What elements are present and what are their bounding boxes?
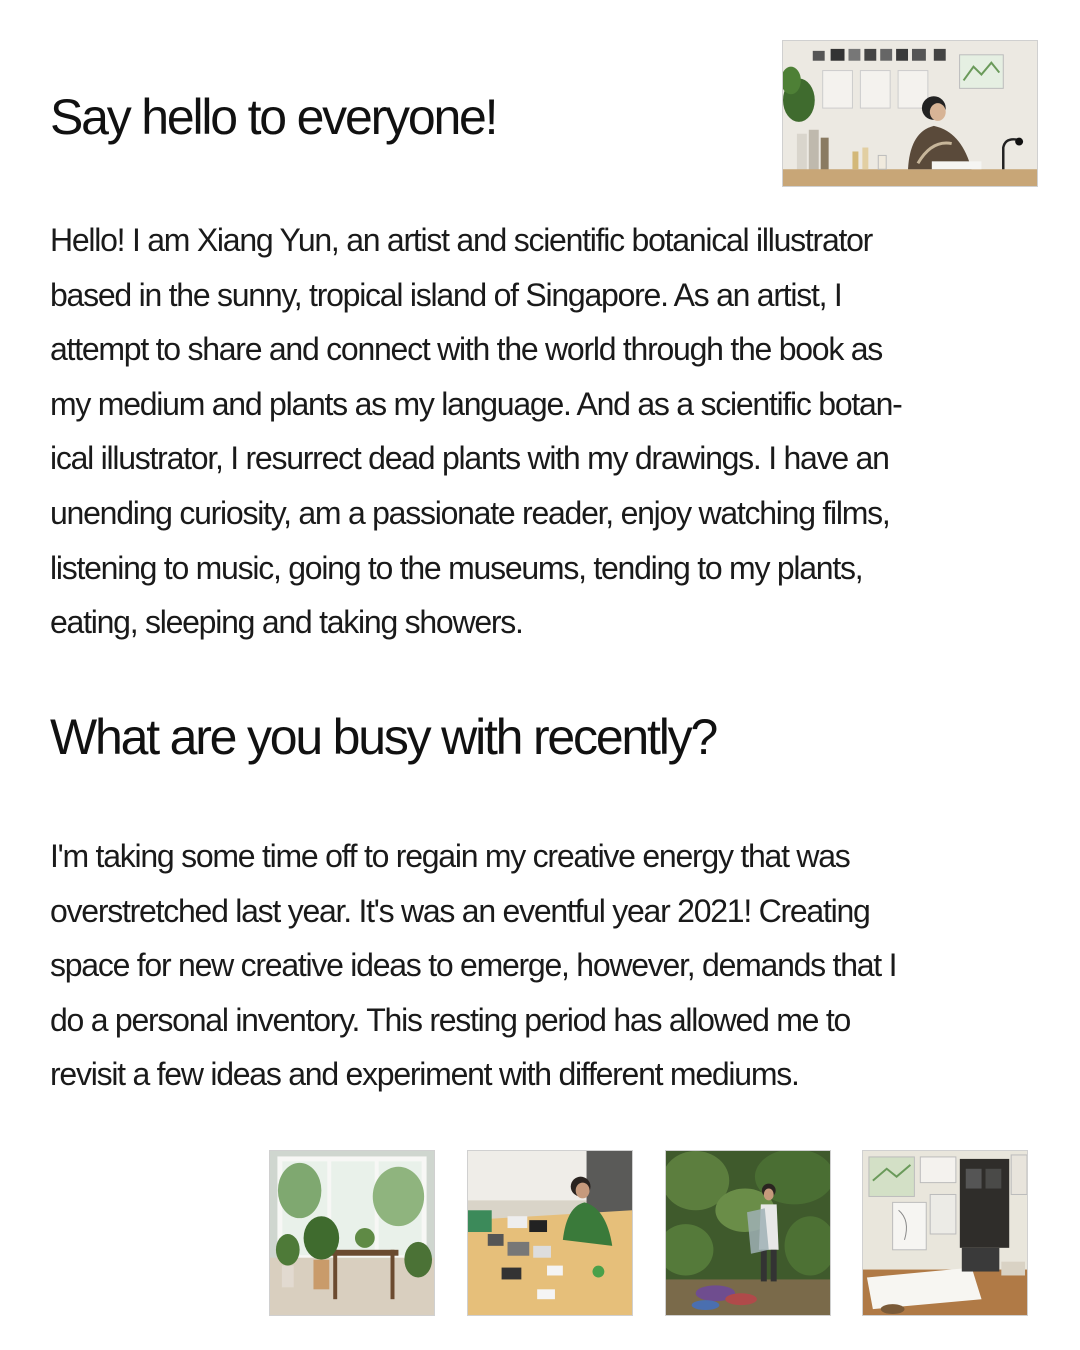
intro-paragraph [50,213,1050,650]
recent-line: I'm taking some time off to regain my creative energy that was [50,838,850,874]
forest-fieldwork-photo [665,1150,831,1316]
plants-by-window-photo [269,1150,435,1316]
heading-say-hello: Say hello to everyone! [50,89,497,145]
recent-line: do a personal inventory. This resting period has allowed me to [50,1001,851,1038]
intro-line: Hello! I am Xiang Yun, an artist and scientific botanical illustrator [50,222,873,258]
recent-paragraph [50,829,1050,1102]
recent-line: revisit a few ideas and experiment with different mediums. [50,1056,799,1093]
intro-line: eating, sleeping and taking showers. [50,604,523,641]
working-at-table-photo [467,1150,633,1316]
artist-at-desk-photo [782,40,1038,187]
intro-line: my medium and plants as my language. And as a scientific botan- [50,385,902,422]
studio-desk-photo [862,1150,1028,1316]
heading-busy-recently: What are you busy with recently? [50,709,717,765]
recent-line: space for new creative ideas to emerge, however, demands that I [50,947,897,984]
intro-line: listening to music, going to the museums, tending to my plants, [50,549,863,586]
intro-line: ical illustrator, I resurrect dead plants with my drawings. I have an [50,440,889,477]
recent-line: overstretched last year. It's was an eventful year 2021! Creating [50,892,870,929]
intro-line: unending curiosity, am a passionate reader, enjoy watching films, [50,494,890,531]
intro-line: attempt to share and connect with the world through the book as [50,331,883,368]
intro-line: based in the sunny, tropical island of Singapore. As an artist, I [50,276,842,313]
